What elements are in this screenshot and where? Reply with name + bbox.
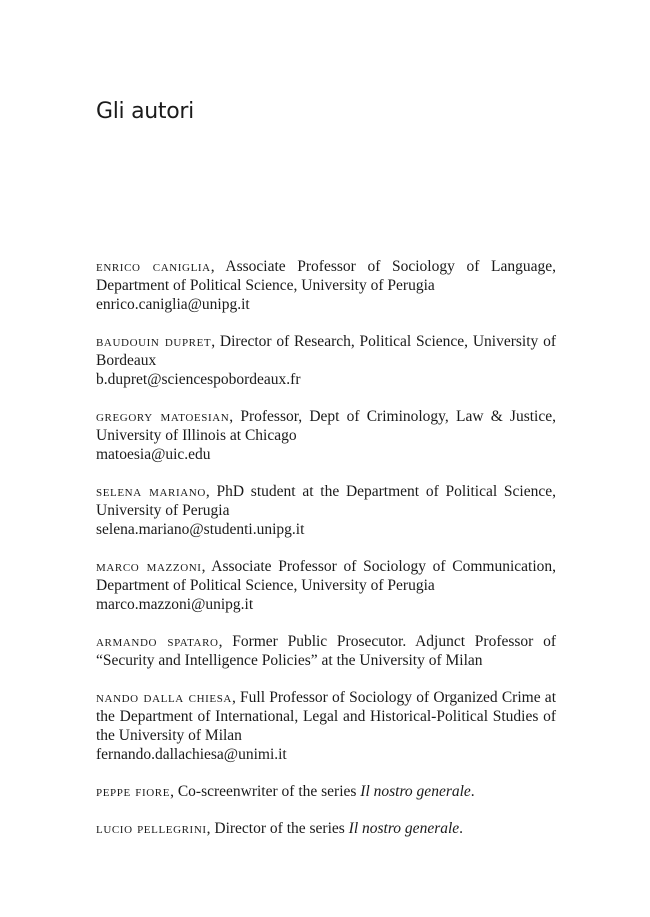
author-role: Co-screenwriter of the series: [173, 783, 361, 800]
author-description: [96, 688, 556, 745]
author-description: [96, 557, 556, 595]
author-entry-matoesian: [96, 407, 556, 464]
author-description: [96, 407, 556, 445]
author-entry-spataro: [96, 632, 556, 670]
author-list: [96, 257, 556, 856]
author-entry-dupret: [96, 332, 556, 389]
separator: ,: [229, 408, 234, 425]
author-description: [96, 332, 556, 370]
separator: ,: [201, 558, 206, 575]
author-name: enrico caniglia: [96, 258, 211, 275]
author-description: [96, 632, 556, 670]
author-role: Former Public Prosecutor. Adjunct Professor of “Security and Intelligence Policies” at the University of Milan: [96, 633, 556, 669]
separator: ,: [231, 689, 236, 706]
author-email: enrico.caniglia@unipg.it: [96, 296, 250, 313]
author-entry-fiore: [96, 782, 556, 801]
author-role: Director of the series: [210, 820, 349, 837]
author-description: [96, 482, 556, 520]
author-entry-dalla-chiesa: [96, 688, 556, 764]
author-email: fernando.dallachiesa@unimi.it: [96, 746, 287, 763]
separator: ,: [218, 633, 223, 650]
author-role: Associate Professor of Sociology of Communication, Department of Political Science, University of Perugia: [96, 558, 556, 594]
author-email: marco.mazzoni@unipg.it: [96, 596, 254, 613]
series-title: Il nostro generale: [348, 820, 460, 837]
author-description: [96, 819, 556, 838]
author-email: selena.mariano@studenti.unipg.it: [96, 521, 305, 538]
separator: ,: [206, 820, 211, 837]
author-description: [96, 782, 556, 801]
separator: ,: [211, 333, 216, 350]
author-entry-caniglia: [96, 257, 556, 314]
separator: ,: [205, 483, 210, 500]
author-entry-pellegrini: [96, 819, 556, 838]
author-entry-mariano: [96, 482, 556, 539]
author-email: matoesia@uic.edu: [96, 446, 211, 463]
period: .: [459, 820, 464, 837]
separator: ,: [210, 258, 215, 275]
author-name: armando spataro: [96, 633, 219, 650]
author-entry-mazzoni: [96, 557, 556, 614]
author-description: [96, 257, 556, 295]
author-name: baudouin dupret: [96, 333, 212, 350]
author-role: Full Professor of Sociology of Organized Crime at the Department of International, Legal and Historical-Political Studies of the University of Milan: [96, 689, 556, 744]
author-name: gregory matoesian: [96, 408, 230, 425]
series-title: Il nostro generale: [360, 783, 471, 800]
author-name: marco mazzoni: [96, 558, 202, 575]
author-name: selena mariano: [96, 483, 206, 500]
author-role: Associate Professor of Sociology of Language, Department of Political Science, University of Perugia: [96, 258, 556, 294]
author-name: nando dalla chiesa: [96, 689, 232, 706]
page-title: Gli autori: [96, 99, 194, 124]
period: .: [470, 783, 475, 800]
author-name: peppe fiore: [96, 783, 171, 800]
author-role: PhD student at the Department of Political Science, University of Perugia: [96, 483, 556, 519]
author-name: lucio pellegrini: [96, 820, 207, 837]
author-email: b.dupret@sciencespobordeaux.fr: [96, 371, 301, 388]
author-role: Director of Research, Political Science, University of Bordeaux: [96, 333, 556, 369]
separator: ,: [170, 783, 174, 800]
author-role: Professor, Dept of Criminology, Law & Justice, University of Illinois at Chicago: [96, 408, 556, 444]
